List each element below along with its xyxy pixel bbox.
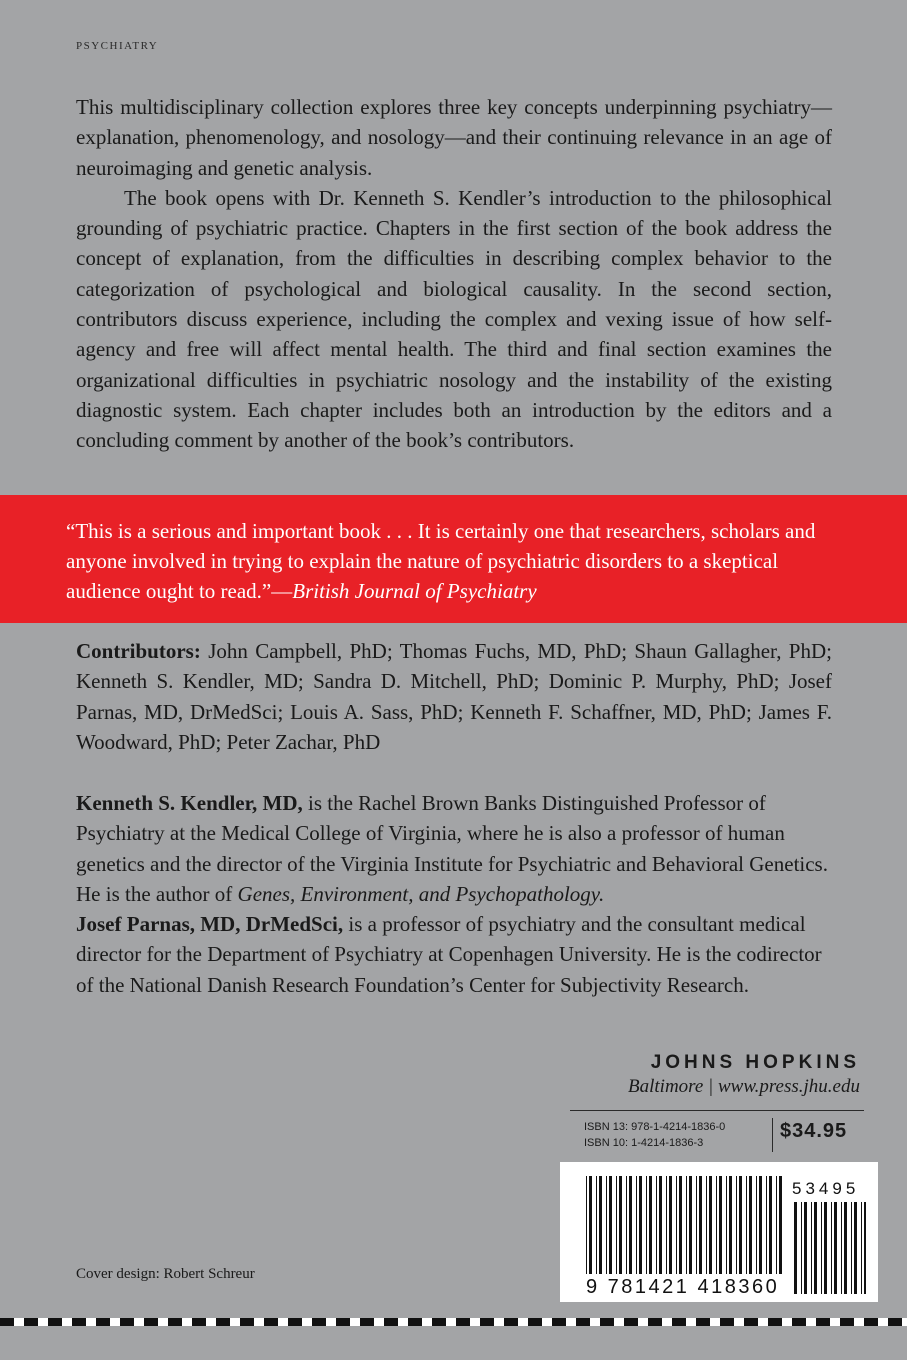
isbn-13: ISBN 13: 978-1-4214-1836-0 xyxy=(584,1121,726,1133)
barcode-bar xyxy=(864,1202,866,1294)
barcode-bar xyxy=(746,1176,747,1274)
barcode-bar xyxy=(769,1176,772,1274)
barcode-bar xyxy=(814,1202,817,1294)
barcode-bar xyxy=(666,1176,667,1274)
barcode-bar xyxy=(646,1176,647,1274)
barcode-bar xyxy=(649,1176,652,1274)
review-quote xyxy=(66,516,836,606)
cover-design-credit: Cover design: Robert Schreur xyxy=(76,1266,255,1282)
barcode-bar xyxy=(801,1202,802,1294)
publisher-name: JOHNS HOPKINS xyxy=(650,1052,860,1073)
barcode-bar xyxy=(719,1176,722,1274)
bio-kendler-text: is the Rachel Brown Banks Distinguished Professor of Psychiatry at the Medical College of Virginia, where he is also a professor of human genetics and the director of the Virginia Institute for Psychiatric and Behavioral Genetics. He is the author of xyxy=(76,791,828,906)
barcode-bar xyxy=(589,1176,592,1274)
barcode-bar xyxy=(844,1202,847,1294)
description-blurb xyxy=(76,92,832,456)
barcode-bar xyxy=(729,1176,732,1274)
barcode-bar xyxy=(861,1202,862,1294)
barcode-main-digits: 9 781421 418360 xyxy=(586,1276,780,1298)
barcode-bar xyxy=(596,1176,597,1274)
barcode-bar xyxy=(689,1176,692,1274)
barcode-bar xyxy=(636,1176,637,1274)
barcode-bar xyxy=(776,1176,777,1274)
category-label: PSYCHIATRY xyxy=(76,40,159,52)
barcode-bar xyxy=(686,1176,687,1274)
price: $34.95 xyxy=(780,1120,848,1142)
barcode-bar xyxy=(779,1176,782,1274)
barcode-bar xyxy=(709,1176,712,1274)
barcode xyxy=(560,1162,878,1302)
bio-parnas xyxy=(76,909,832,1000)
barcode-bar xyxy=(854,1202,857,1294)
barcode-bar xyxy=(629,1176,632,1274)
barcode-bar xyxy=(716,1176,717,1274)
barcode-bar xyxy=(736,1176,737,1274)
bio-kendler-book: Genes, Environment, and Psychopathology. xyxy=(237,881,605,906)
barcode-bar xyxy=(626,1176,627,1274)
barcode-bar xyxy=(841,1202,842,1294)
barcode-bar xyxy=(831,1202,832,1294)
barcode-bar xyxy=(824,1202,827,1294)
bio-kendler xyxy=(76,788,832,909)
quote-source: British Journal of Psychiatry xyxy=(292,579,537,603)
barcode-bar xyxy=(851,1202,852,1294)
barcode-bar xyxy=(811,1202,812,1294)
barcode-addon-digits: 53495 xyxy=(792,1179,860,1198)
barcode-bar xyxy=(696,1176,697,1274)
barcode-bar xyxy=(706,1176,707,1274)
isbn-block xyxy=(584,1119,725,1151)
isbn-10: ISBN 10: 1-4214-1836-3 xyxy=(584,1137,704,1149)
barcode-bar xyxy=(676,1176,677,1274)
barcode-bar xyxy=(739,1176,742,1274)
bio-parnas-name: Josef Parnas, MD, DrMedSci, xyxy=(76,912,344,937)
barcode-bar xyxy=(656,1176,657,1274)
contributors-label: Contributors: xyxy=(76,639,201,663)
barcode-bar xyxy=(699,1176,702,1274)
bio-kendler-name: Kenneth S. Kendler, MD, xyxy=(76,791,303,815)
barcode-bar xyxy=(606,1176,607,1274)
barcode-bar xyxy=(599,1176,602,1274)
publisher-block xyxy=(570,1052,860,1098)
barcode-bar xyxy=(759,1176,762,1274)
barcode-bar xyxy=(726,1176,727,1274)
barcode-bar xyxy=(794,1202,797,1294)
barcode-bar xyxy=(609,1176,612,1274)
barcode-bar xyxy=(639,1176,642,1274)
dashed-border-strip xyxy=(0,1318,907,1326)
blurb-paragraph-2: The book opens with Dr. Kenneth S. Kendler’s introduction to the philosophical grounding of psychiatric practice. Chapters in the first section of the book address the concept of explanation, from the difficulties in describing complex behavior to the categorization of psychological and biological causality. In the second section, contributors discuss experience, including the complex and vexing issue of how self-agency and free will affect mental health. The third and final section examines the organizational difficulties in psychiatric nosology and the instability of the existing diagnostic system. Each chapter includes both an introduction by the editors and a concluding comment by another of the book’s contributors. xyxy=(76,185,832,453)
barcode-bar xyxy=(679,1176,682,1274)
barcode-bar xyxy=(659,1176,662,1274)
bio-parnas-text: is a professor of psychiatry and the consultant medical director for the Department of Psychiatry at Copenhagen University. He is the codirector of the National Danish Research Foundation’s Center for Subjectivity Research. xyxy=(76,912,822,997)
barcode-bar xyxy=(756,1176,757,1274)
barcode-bar xyxy=(821,1202,822,1294)
barcode-bar xyxy=(619,1176,622,1274)
barcode-bar xyxy=(766,1176,767,1274)
author-bios xyxy=(76,788,832,1000)
contributors-list xyxy=(76,636,832,757)
barcode-bar xyxy=(616,1176,617,1274)
quote-text: “This is a serious and important book . . . It is certainly one that researchers, scholars and anyone involved in trying to explain the nature of psychiatric disorders to a skeptical audience ought to read.”— xyxy=(66,519,816,603)
barcode-bar xyxy=(804,1202,807,1294)
publisher-rule xyxy=(570,1110,864,1111)
publisher-city-url: Baltimore | www.press.jhu.edu xyxy=(628,1076,860,1097)
isbn-divider xyxy=(772,1118,773,1152)
barcode-bar xyxy=(834,1202,837,1294)
barcode-bar xyxy=(669,1176,672,1274)
barcode-bar xyxy=(586,1176,587,1274)
barcode-bar xyxy=(749,1176,752,1274)
blurb-paragraph-1: This multidisciplinary collection explores three key concepts underpinning psychiatry—explanation, phenomenology, and nosology—and their continuing relevance in an age of neuroimaging and genetic analysis. xyxy=(76,95,832,180)
contributors-names: John Campbell, PhD; Thomas Fuchs, MD, PhD; Shaun Gallagher, PhD; Kenneth S. Kendler, MD; Sandra D. Mitchell, PhD; Dominic P. Murphy, PhD; Josef Parnas, MD, DrMedSci; Louis A. Sass, PhD; Kenneth F. Schaffner, MD, PhD; James F. Woodward, PhD; Peter Zachar, PhD xyxy=(76,639,832,754)
